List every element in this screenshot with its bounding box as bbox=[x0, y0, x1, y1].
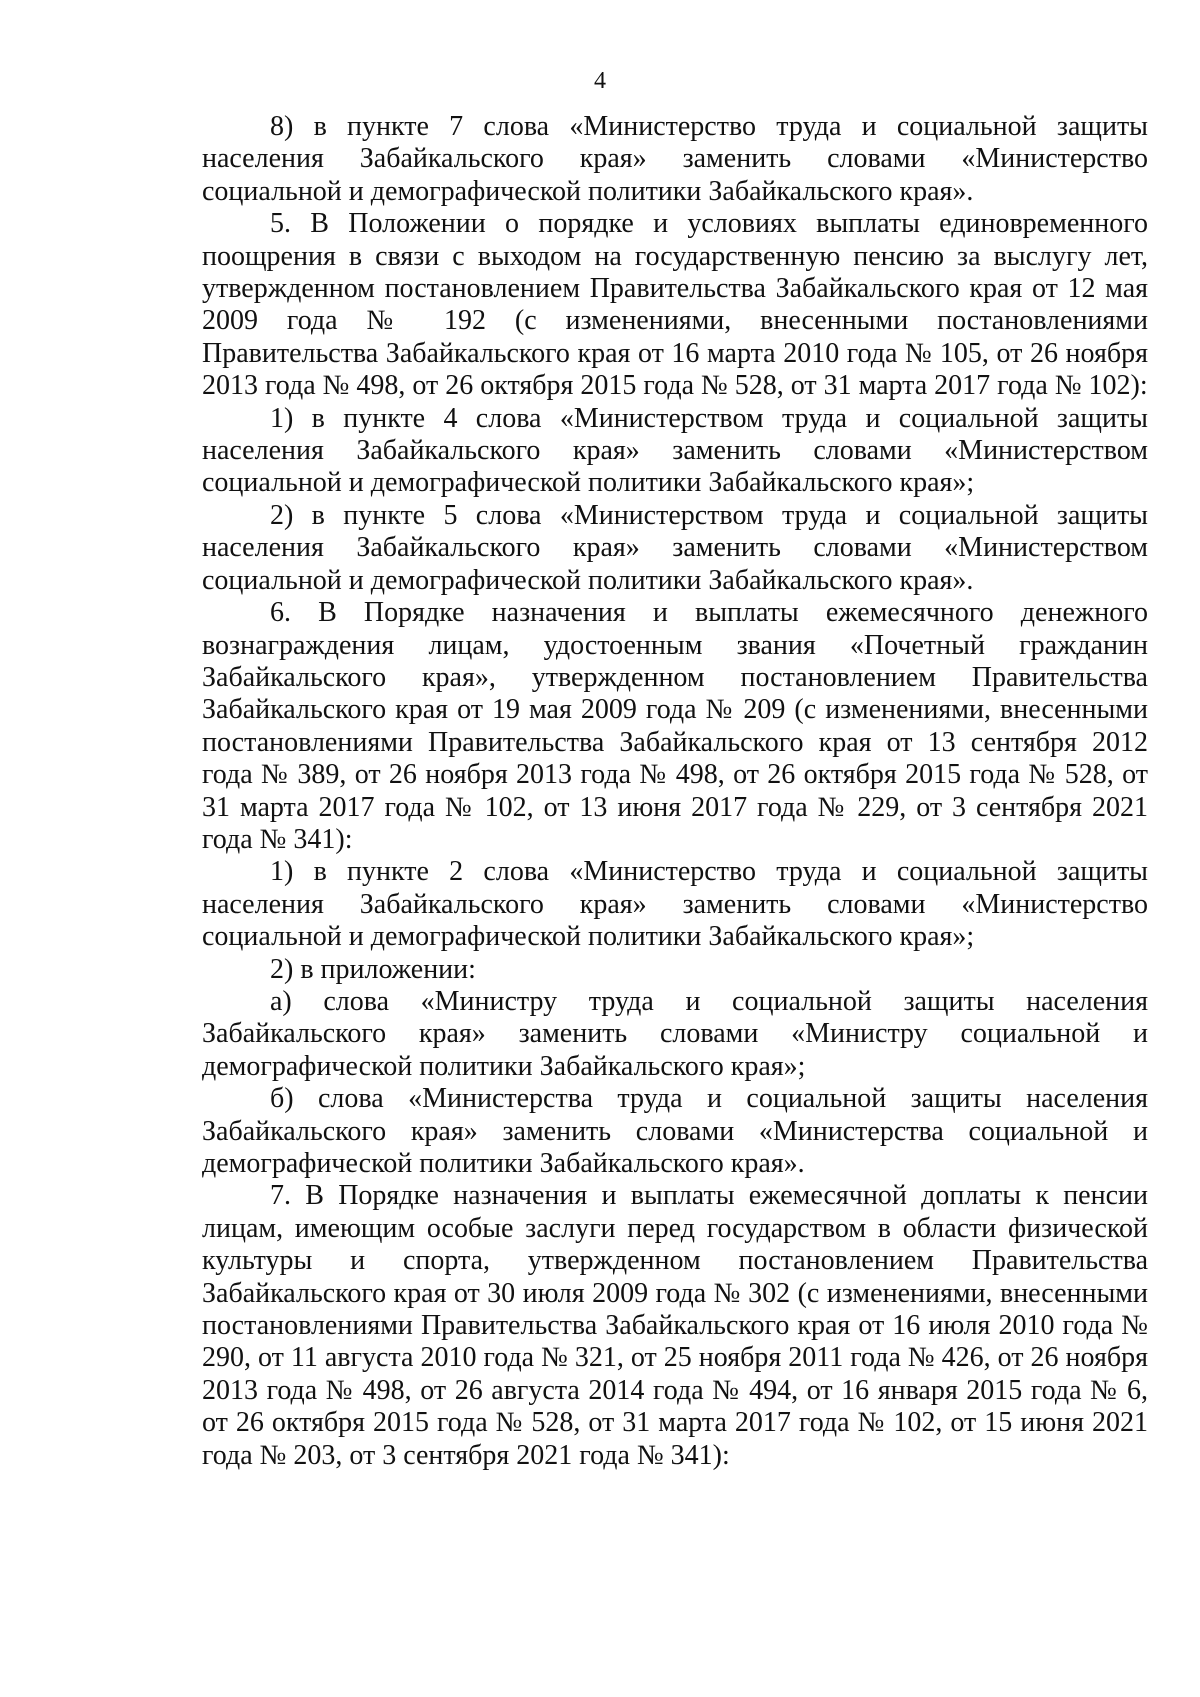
paragraph: 5. В Положении о порядке и условиях выплаты единовременного поощрения в связи с выходом на государственную пенсию за выслугу лет, утвержденном постановлением Правительства Забайкальского края от 12 мая 2009 года № 192 (с изменениями, внесенными постановлениями Правительства Забайкальского края от 16 марта 2010 года № 105, от 26 ноября 2013 года № 498, от 26 октября 2015 года № 528, от 31 марта 2017 года № 102): bbox=[202, 208, 1148, 402]
paragraph: 8) в пункте 7 слова «Министерство труда и социальной защиты населения Забайкальского края» заменить словами «Министерство социальной и демографической политики Забайкальского края». bbox=[202, 111, 1148, 207]
paragraph: б) слова «Министерства труда и социальной защиты населения Забайкальского края» заменить словами «Министерства социальной и демографической политики Забайкальского края». bbox=[202, 1083, 1148, 1179]
paragraph: а) слова «Министру труда и социальной защиты населения Забайкальского края» заменить словами «Министру социальной и демографической политики Забайкальского края»; bbox=[202, 985, 1148, 1082]
paragraph: 1) в пункте 4 слова «Министерством труда и социальной защиты населения Забайкальского края» заменить словами «Министерством социальной и демографической политики Забайкальского края»; bbox=[202, 402, 1148, 499]
page-number: 4 bbox=[594, 68, 606, 94]
paragraph: 2) в приложении: bbox=[270, 953, 476, 985]
paragraph: 6. В Порядке назначения и выплаты ежемесячного денежного вознаграждения лицам, удостоенным звания «Почетный гражданин Забайкальского края», утвержденном постановлением Правительства Забайкальского края от 19 мая 2009 года № 209 (с изменениями, внесенными постановлениями Правительства Забайкальского края от 13 сентября 2012 года № 389, от 26 ноября 2013 года № 498, от 26 октября 2015 года № 528, от 31 марта 2017 года № 102, от 13 июня 2017 года № 229, от 3 сентября 2021 года № 341): bbox=[202, 597, 1148, 855]
paragraph: 7. В Порядке назначения и выплаты ежемесячной доплаты к пенсии лицам, имеющим особые заслуги перед государством в области физической культуры и спорта, утвержденном постановлением Правительства Забайкальского края от 30 июля 2009 года № 302 (с изменениями, внесенными постановлениями Правительства Забайкальского края от 16 июля 2010 года № 290, от 11 августа 2010 года № 321, от 25 ноября 2011 года № 426, от 26 ноября 2013 года № 498, от 26 августа 2014 года № 494, от 16 января 2015 года № 6, от 26 октября 2015 года № 528, от 31 марта 2017 года № 102, от 15 июня 2021 года № 203, от 3 сентября 2021 года № 341): bbox=[202, 1180, 1148, 1471]
document-body bbox=[202, 111, 1148, 1472]
paragraph: 1) в пункте 2 слова «Министерство труда и социальной защиты населения Забайкальского края» заменить словами «Министерство социальной и демографической политики Забайкальского края»; bbox=[202, 856, 1148, 953]
paragraph: 2) в пункте 5 слова «Министерством труда и социальной защиты населения Забайкальского края» заменить словами «Министерством социальной и демографической политики Забайкальского края». bbox=[202, 499, 1148, 596]
